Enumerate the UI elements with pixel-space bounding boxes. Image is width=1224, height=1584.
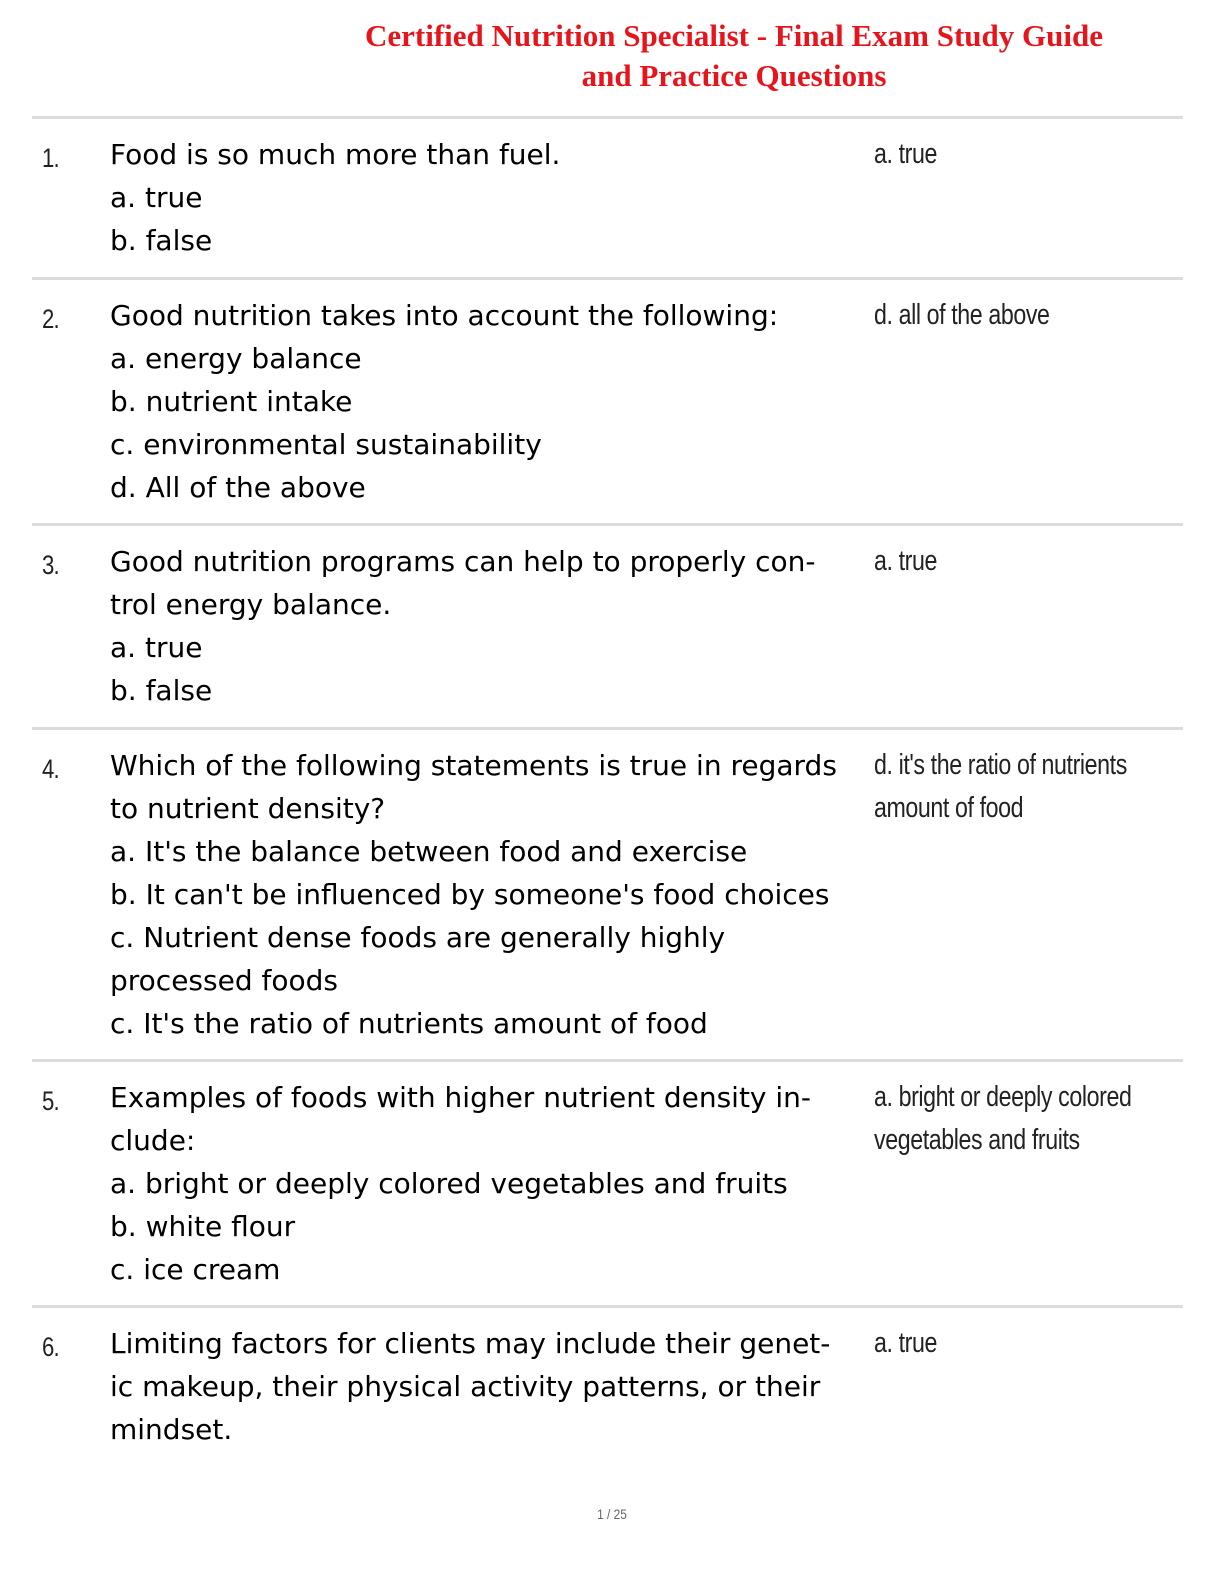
answer-line: a. true xyxy=(874,1327,937,1359)
option-line: c. Nutrient dense foods are generally highly xyxy=(110,921,726,954)
answer-line: d. all of the above xyxy=(874,299,1050,331)
option-line: a. energy balance xyxy=(110,342,362,375)
question-number: 1. xyxy=(42,143,59,173)
question-row-3 xyxy=(32,523,1183,727)
question-text xyxy=(110,540,870,712)
question-line: trol energy balance. xyxy=(110,588,392,621)
question-line: mindset. xyxy=(110,1413,233,1446)
title-line-1: Certified Nutrition Specialist - Final Exam Study Guide xyxy=(365,18,1103,53)
option-line: c. environmental sustainability xyxy=(110,428,542,461)
option-line: b. false xyxy=(110,224,213,257)
question-number: 6. xyxy=(42,1332,59,1362)
option-line: a. true xyxy=(110,631,203,664)
option-line: b. white flour xyxy=(110,1210,296,1243)
question-line: Good nutrition programs can help to properly con- xyxy=(110,545,816,578)
question-row-4 xyxy=(32,727,1183,1059)
question-line: ic makeup, their physical activity patterns, or their xyxy=(110,1370,821,1403)
question-line: Examples of foods with higher nutrient density in- xyxy=(110,1081,812,1114)
question-line: to nutrient density? xyxy=(110,792,386,825)
option-line: c. It's the ratio of nutrients amount of food xyxy=(110,1007,708,1040)
answer-line: vegetables and fruits xyxy=(874,1124,1080,1156)
option-line: b. false xyxy=(110,674,213,707)
answer-line: a. bright or deeply colored xyxy=(874,1081,1132,1113)
option-line: a. true xyxy=(110,181,203,214)
question-text xyxy=(110,1322,870,1451)
title-line-2: and Practice Questions xyxy=(581,58,887,93)
option-line: b. It can't be influenced by someone's food choices xyxy=(110,878,830,911)
page-indicator: 1 / 25 xyxy=(597,1506,627,1522)
question-row-2 xyxy=(32,277,1183,523)
question-text xyxy=(110,294,870,509)
question-line: Limiting factors for clients may include their genet- xyxy=(110,1327,831,1360)
option-line: a. bright or deeply colored vegetables and fruits xyxy=(110,1167,788,1200)
page-title xyxy=(270,16,1198,96)
question-line: Good nutrition takes into account the following: xyxy=(110,299,779,332)
answer-line: a. true xyxy=(874,138,937,170)
question-list xyxy=(32,116,1183,1468)
question-number: 4. xyxy=(42,754,59,784)
option-line: c. ice cream xyxy=(110,1253,281,1286)
question-row-6 xyxy=(32,1305,1183,1468)
question-text xyxy=(110,744,870,1045)
question-text xyxy=(110,1076,870,1291)
answer-text xyxy=(874,744,1178,830)
answer-text xyxy=(874,1076,1178,1162)
answer-text xyxy=(874,1322,1178,1365)
answer-line: amount of food xyxy=(874,792,1024,824)
question-line: clude: xyxy=(110,1124,196,1157)
option-line: b. nutrient intake xyxy=(110,385,353,418)
option-line: d. All of the above xyxy=(110,471,366,504)
question-line: Food is so much more than fuel. xyxy=(110,138,561,171)
answer-line: a. true xyxy=(874,545,937,577)
question-row-1 xyxy=(32,116,1183,277)
question-number: 3. xyxy=(42,550,59,580)
question-number: 5. xyxy=(42,1086,59,1116)
answer-text xyxy=(874,294,1178,337)
answer-text xyxy=(874,133,1178,176)
question-line: Which of the following statements is true in regards xyxy=(110,749,837,782)
answer-line: d. it's the ratio of nutrients xyxy=(874,749,1127,781)
option-line: processed foods xyxy=(110,964,338,997)
question-text xyxy=(110,133,870,262)
answer-text xyxy=(874,540,1178,583)
question-number: 2. xyxy=(42,304,59,334)
option-line: a. It's the balance between food and exercise xyxy=(110,835,748,868)
question-row-5 xyxy=(32,1059,1183,1305)
